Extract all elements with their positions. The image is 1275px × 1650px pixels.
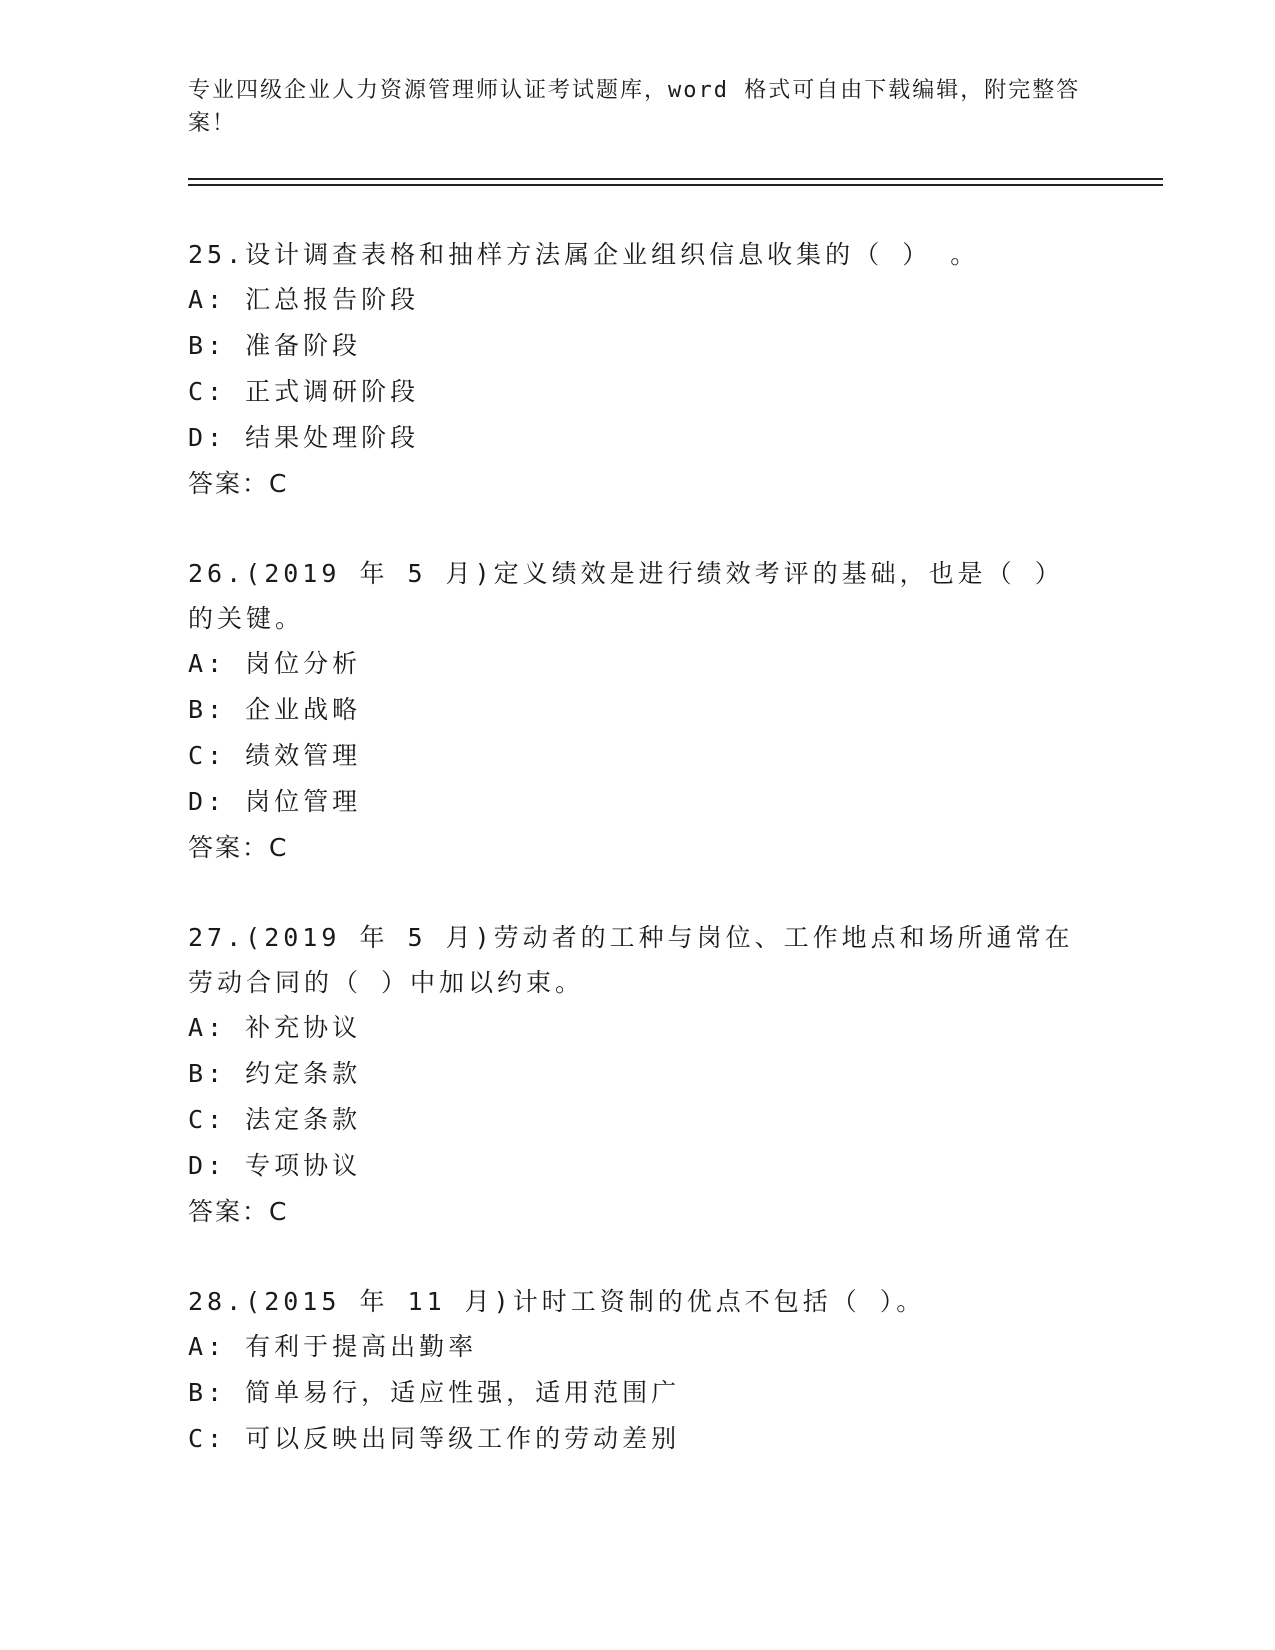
option-b: B: 准备阶段 [188, 331, 362, 360]
header-rule-bottom [188, 184, 1163, 186]
option-d: D: 岗位管理 [188, 787, 362, 816]
option-a: A: 汇总报告阶段 [188, 285, 420, 314]
option-c: C: 正式调研阶段 [188, 377, 420, 406]
answer: 答案：C [188, 469, 289, 498]
option-c: C: 可以反映出同等级工作的劳动差别 [188, 1424, 681, 1453]
question-stem: 26.(2019 年 5 月)定义绩效是进行绩效考评的基础，也是（ ）的关键。 [188, 559, 1064, 633]
document-header: 专业四级企业人力资源管理师认证考试题库，word 格式可自由下载编辑，附完整答案！ [188, 78, 1081, 136]
question-28 [188, 1279, 1088, 1462]
question-25 [188, 232, 1088, 507]
question-stem: 25.设计调查表格和抽样方法属企业组织信息收集的（ ） 。 [188, 240, 980, 269]
option-b: B: 企业战略 [188, 695, 362, 724]
option-d: D: 结果处理阶段 [188, 423, 420, 452]
question-stem: 28.(2015 年 11 月)计时工资制的优点不包括（ ）。 [188, 1287, 926, 1316]
question-stem: 27.(2019 年 5 月)劳动者的工种与岗位、工作地点和场所通常在劳动合同的（ ）中加以约束。 [188, 923, 1074, 997]
question-26 [188, 551, 1088, 871]
answer: 答案：C [188, 1197, 289, 1226]
option-c: C: 法定条款 [188, 1105, 362, 1134]
header-rule-top [188, 178, 1163, 180]
question-list [188, 232, 1088, 1506]
option-c: C: 绩效管理 [188, 741, 362, 770]
question-27 [188, 915, 1088, 1235]
option-a: A: 岗位分析 [188, 649, 362, 678]
option-b: B: 简单易行，适应性强，适用范围广 [188, 1378, 681, 1407]
option-a: A: 补充协议 [188, 1013, 362, 1042]
option-d: D: 专项协议 [188, 1151, 362, 1180]
option-b: B: 约定条款 [188, 1059, 362, 1088]
option-a: A: 有利于提高出勤率 [188, 1332, 478, 1361]
answer: 答案：C [188, 833, 289, 862]
